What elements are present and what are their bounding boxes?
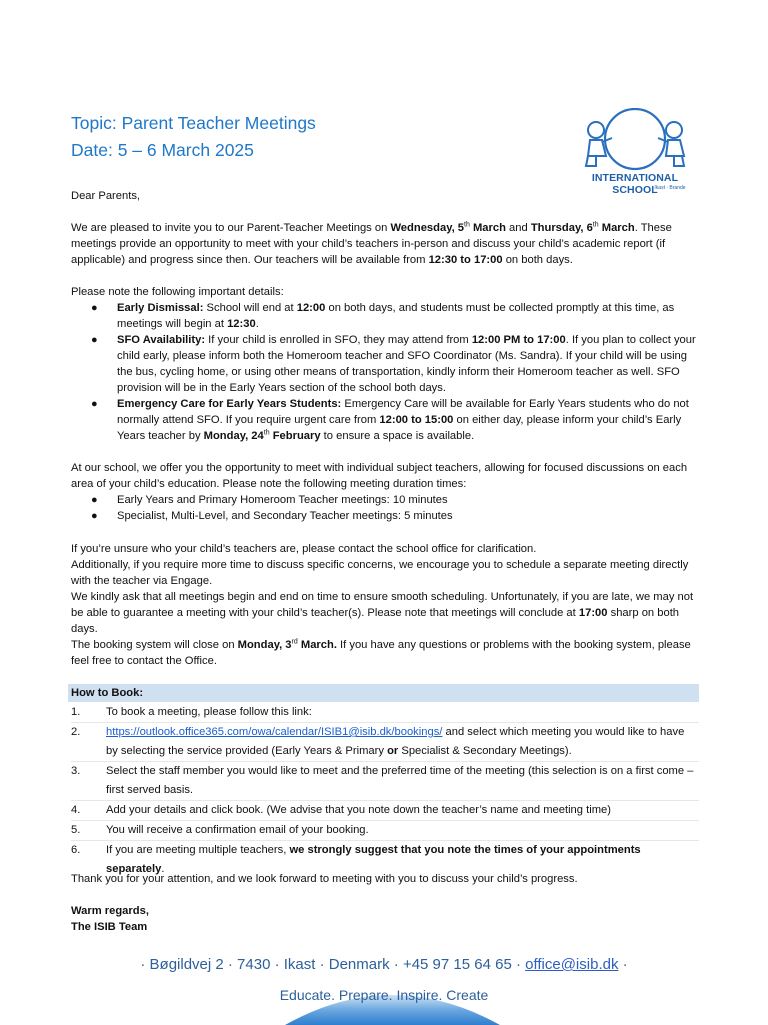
step-5: 5. You will receive a confirmation email of your booking. (71, 821, 699, 841)
step-2: 2. https://outlook.office365.com/owa/calendar/ISIB1@isib.dk/bookings/ and select which meeting you would like to have by selecting the service provided (Early Years & Primary or Specialist & Secondary Meetings). (71, 723, 699, 762)
greeting: Dear Parents, (71, 190, 141, 202)
date-line: Date: 5 – 6 March 2025 (71, 140, 254, 160)
list-item: ● SFO Availability: If your child is enrolled in SFO, they may attend from 12:00 PM to 17:00. If you plan to collect your child early, please inform both the Homeroom teacher and SFO Coordinator (Ms. Sandra). If your child will be using the bus, cycling home, or using other means of transportation, kindly inform their Homeroom teacher as well. SFO provision will be in the Early Years section of the school both days. (91, 334, 696, 394)
step-4: 4. Add your details and click book. (We advise that you note down the teacher’s name and meeting time) (71, 801, 699, 821)
step-1: 1. To book a meeting, please follow this link: (71, 703, 699, 723)
subject-section (71, 460, 699, 524)
punctuality-text: We kindly ask that all meetings begin and end on time to ensure smooth scheduling. Unfortunately, if you are late, we may not be able to guarantee a meeting with your child’s teacher(s). Please note that meetings will conclude at 17:00 sharp on both days. (71, 591, 694, 635)
school-logo (568, 108, 702, 194)
logo-subtitle: Ikast · Brande (654, 185, 686, 191)
booking-link[interactable]: https://outlook.office365.com/owa/calendar/ISIB1@isib.dk/bookings/ (106, 726, 443, 738)
team-text: The ISIB Team (71, 921, 148, 933)
details-section (71, 284, 699, 444)
page-title (71, 110, 316, 164)
logo-figures-icon (568, 108, 702, 174)
list-item: ● Emergency Care for Early Years Students: Emergency Care will be available for Early Years students who do not normally attend SFO. If you require urgent care from 12:00 to 15:00 on either day, please inform your child’s Early Years teacher by Monday, 24th February to ensure a space is available. (91, 398, 689, 442)
subject-intro: At our school, we offer you the opportunity to meet with individual subject teachers, allowing for focused discussions on each area of your child’s education. Please note the following meeting duration times: (71, 462, 688, 490)
details-intro: Please note the following important details: (71, 286, 284, 298)
regards-text: Warm regards, (71, 905, 149, 917)
footer-address: · Bøgildvej 2 · 7430 · Ikast · Denmark · +45 97 15 64 65 · office@isib.dk · (140, 956, 628, 973)
intro-paragraph: We are pleased to invite you to our Parent-Teacher Meetings on Wednesday, 5th March and Thursday, 6th March. These meetings provide an opportunity to meet with your child’s teachers in-person and discuss your child’s academic report (if applicable) and progress since then. Our teachers will be available from 12:30 to 17:00 on both days. (71, 221, 672, 266)
email-link[interactable]: office@isib.dk (525, 956, 619, 973)
thanks-text: Thank you for your attention, and we look forward to meeting with you to discuss your child’s progress. (71, 873, 578, 885)
step-6: 6. If you are meeting multiple teachers, we strongly suggest that you note the times of your appointments separately. (71, 844, 641, 875)
how-to-book-heading: How to Book: (68, 684, 699, 702)
footer-tagline: Educate. Prepare. Inspire. Create (279, 987, 489, 1003)
notes-section (71, 541, 699, 669)
booking-steps (71, 703, 699, 879)
additionally-text: Additionally, if you require more time to discuss specific concerns, we encourage you to schedule a separate meeting directly with the teacher via Engage. (71, 559, 689, 587)
unsure-text: If you’re unsure who your child’s teachers are, please contact the school office for clarification. (71, 543, 537, 555)
step-3: 3. Select the staff member you would like to meet and the preferred time of the meeting (this selection is on a first come – first served basis. (71, 762, 699, 801)
logo-text: INTERNATIONAL SCHOOL (591, 172, 679, 196)
signature (71, 903, 699, 935)
booking-close-text: The booking system will close on Monday, 3rd March. If you have any questions or problems with the booking system, please feel free to contact the Office. (71, 638, 691, 667)
list-item: ● Specialist, Multi-Level, and Secondary Teacher meetings: 5 minutes (91, 510, 453, 522)
list-item: ● Early Dismissal: School will end at 12:00 on both days, and students must be collected promptly at this time, as meetings will begin at 12:30. (91, 302, 675, 330)
list-item: ● Early Years and Primary Homeroom Teacher meetings: 10 minutes (91, 494, 448, 506)
topic-line: Topic: Parent Teacher Meetings (71, 113, 316, 133)
